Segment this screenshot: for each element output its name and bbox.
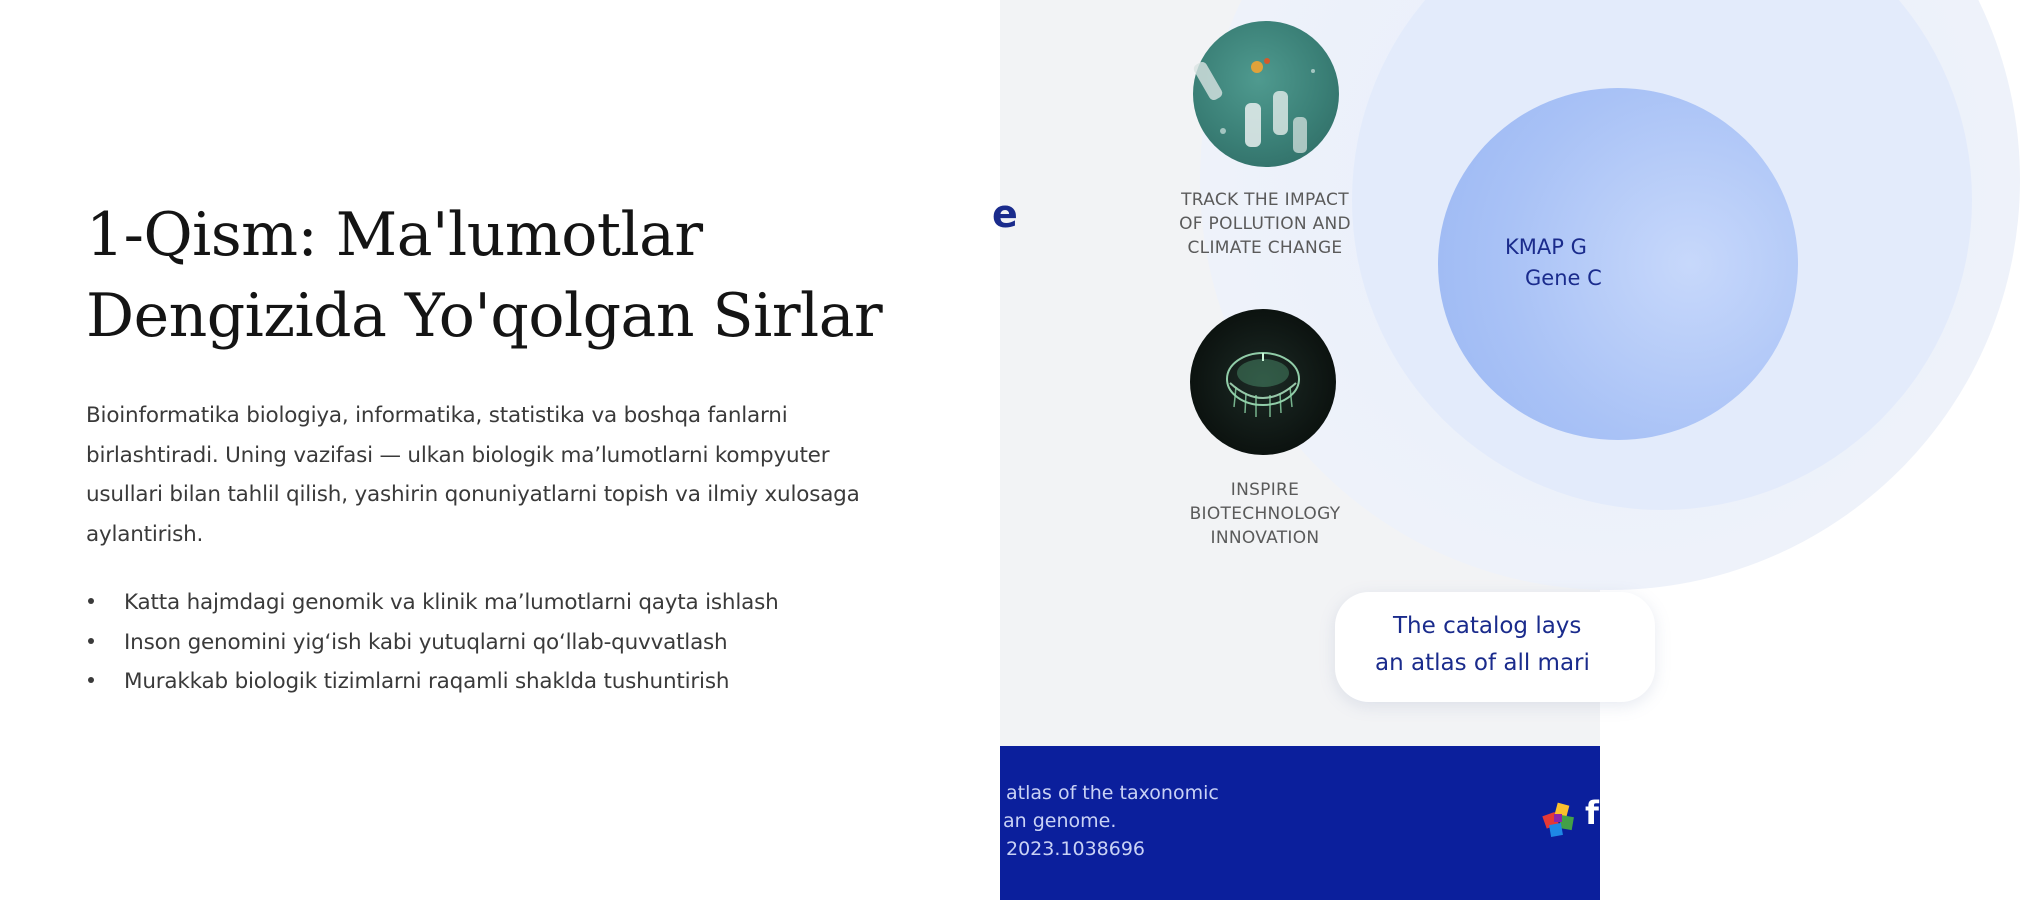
slide-paragraph: Bioinformatika biologiya, informatika, statistika va boshqa fanlarni birlashtiradi. Uning vazifasi — ulkan biologik ma’lumotlarni kompyuter usullari bilan tahlil qilish, yashirin qonuniyatlarni topish va ilmiy xulosaga aylantirish. [86, 403, 860, 547]
footer-line: 2023.1038696 [1006, 838, 1146, 860]
catalog-text [1375, 608, 1675, 682]
slide-title-line-2: Dengizida Yo'qolgan Sirlar [86, 281, 883, 351]
pollution-caption [1145, 188, 1385, 260]
jellyfish-photo-icon [1190, 309, 1336, 455]
figure-image-panel [992, 0, 1602, 900]
bullet-dot-icon [88, 677, 94, 683]
bullet-item [86, 583, 779, 623]
footer-line: atlas of the taxonomic [1006, 782, 1219, 804]
pollution-caption-line: CLIMATE CHANGE [1187, 238, 1343, 258]
bullet-text: Inson genomini yig‘ish kabi yutuqlarni qo‘llab-quvvatlash [124, 629, 728, 655]
bullet-dot-icon [88, 638, 94, 644]
footer-brand-letter: f [1585, 794, 1599, 832]
catalog-line-2: an atlas of all mari [1375, 650, 1590, 676]
bullet-dot-icon [88, 598, 94, 604]
bullet-list [86, 583, 779, 702]
footer-citation [1003, 779, 1219, 863]
biotech-caption [1145, 478, 1385, 550]
biotech-caption-line: INSPIRE [1230, 480, 1300, 500]
bullet-text: Katta hajmdagi genomik va klinik ma’lumotlarni qayta ishlash [124, 590, 779, 615]
biotech-caption-line: INNOVATION [1210, 528, 1320, 548]
footer-line: an genome. [1003, 810, 1117, 832]
kmap-label-line-2: Gene C [1525, 266, 1602, 290]
catalog-line-1: The catalog lays [1393, 613, 1582, 639]
pollution-caption-line: TRACK THE IMPACT [1181, 190, 1349, 210]
pollution-photo-icon [1193, 21, 1339, 167]
pollution-caption-line: OF POLLUTION AND [1179, 214, 1351, 234]
biotech-caption-line: BIOTECHNOLOGY [1189, 504, 1341, 524]
frontiers-logo-icon [1540, 800, 1580, 840]
bullet-text: Murakkab biologik tizimlarni raqamli shaklda tushuntirish [124, 669, 730, 694]
bullet-item [86, 623, 779, 663]
kmap-label-line-1: KMAP G [1505, 235, 1587, 259]
slide-text-panel [0, 0, 1000, 900]
catalog-callout [1335, 592, 1655, 702]
cropped-heading-letter: e [992, 192, 1018, 236]
bullet-item [86, 662, 779, 702]
slide-title-line-1: 1-Qism: Ma'lumotlar [86, 200, 703, 270]
kmap-label [1505, 232, 1705, 294]
figure-footer [1000, 746, 1600, 900]
slide-title [86, 195, 946, 357]
